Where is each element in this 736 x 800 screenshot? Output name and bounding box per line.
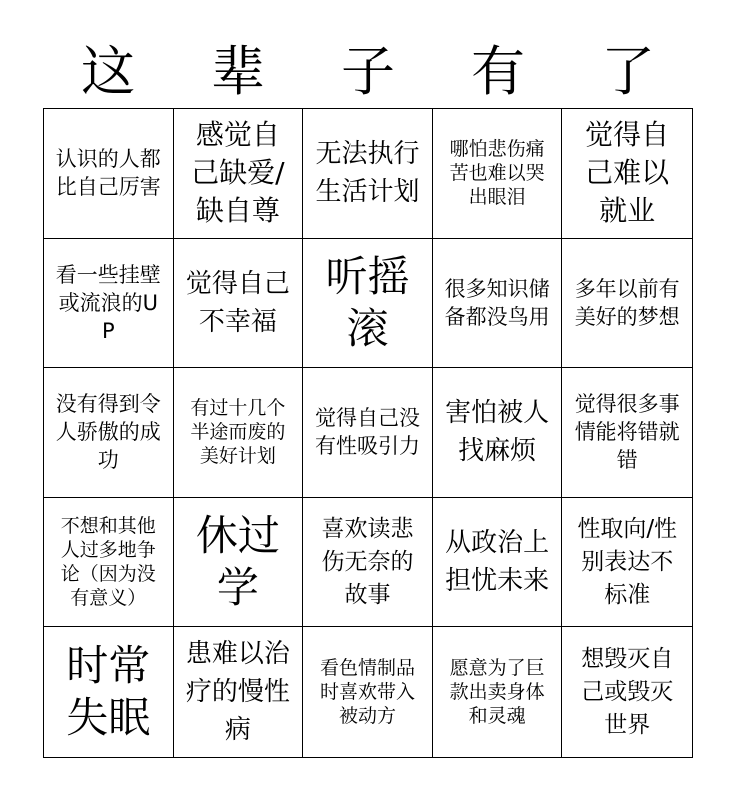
- cell-text: 想毁灭自己或毁灭世界: [581, 645, 674, 738]
- bingo-cell[interactable]: [562, 498, 692, 628]
- cell-text: 感觉自己缺爱/缺自尊: [191, 118, 285, 228]
- cell-text: 无法执行生活计划: [315, 139, 420, 208]
- bingo-title: [43, 40, 693, 104]
- cell-text: 休过学: [195, 511, 280, 613]
- cell-text: 觉得自己难以就业: [585, 118, 670, 228]
- bingo-cell[interactable]: [303, 627, 433, 757]
- cell-text: 觉得自己没有性吸引力: [314, 406, 420, 459]
- bingo-cell[interactable]: [303, 239, 433, 369]
- bingo-cell[interactable]: [174, 109, 304, 239]
- title-char: 有: [471, 40, 525, 103]
- cell-text: 认识的人都比自己厉害: [55, 147, 161, 200]
- bingo-cell[interactable]: [44, 368, 174, 498]
- cell-text: 觉得自己不幸福: [185, 268, 290, 337]
- title-char: 这: [81, 40, 135, 103]
- cell-text: 不想和其他人过多地争论（因为没有意义）: [60, 515, 156, 610]
- bingo-cell[interactable]: [44, 498, 174, 628]
- title-char: 辈: [211, 40, 265, 103]
- bingo-cell[interactable]: [303, 368, 433, 498]
- bingo-cell[interactable]: [303, 498, 433, 628]
- cell-text: 多年以前有美好的梦想: [574, 276, 680, 329]
- cell-text: 听摇滚: [325, 251, 410, 353]
- bingo-cell[interactable]: [44, 239, 174, 369]
- cell-text: 时常失眠: [66, 641, 151, 743]
- bingo-cell[interactable]: [433, 368, 563, 498]
- cell-text: 患难以治疗的慢性病: [185, 639, 290, 746]
- title-char: 了: [601, 40, 655, 103]
- cell-text: 害怕被人找麻烦: [445, 398, 550, 467]
- cell-text: 有过十几个半途而废的美好计划: [190, 397, 286, 468]
- cell-text: 看色情制品时喜欢带入被动方: [319, 657, 415, 728]
- bingo-cell[interactable]: [433, 627, 563, 757]
- bingo-cell[interactable]: [562, 239, 692, 369]
- bingo-cell[interactable]: [174, 498, 304, 628]
- bingo-grid: [43, 108, 693, 758]
- cell-text: 性取向/性别表达不标准: [577, 515, 678, 608]
- cell-text: 愿意为了巨款出卖身体和灵魂: [449, 657, 545, 728]
- bingo-cell[interactable]: [562, 109, 692, 239]
- bingo-cell[interactable]: [303, 109, 433, 239]
- bingo-cell[interactable]: [44, 109, 174, 239]
- bingo-cell[interactable]: [174, 239, 304, 369]
- cell-text: 很多知识储备都没鸟用: [444, 276, 550, 329]
- title-char: 子: [341, 40, 395, 103]
- bingo-cell[interactable]: [44, 627, 174, 757]
- bingo-cell[interactable]: [562, 368, 692, 498]
- bingo-cell[interactable]: [433, 239, 563, 369]
- bingo-cell[interactable]: [174, 627, 304, 757]
- cell-text: 哪怕悲伤痛苦也难以哭出眼泪: [449, 138, 545, 209]
- cell-text: 没有得到令人骄傲的成功: [55, 392, 161, 473]
- cell-text: 喜欢读悲伤无奈的故事: [321, 515, 414, 608]
- bingo-cell[interactable]: [433, 498, 563, 628]
- cell-text: 看一些挂壁或流浪的UP: [55, 262, 161, 343]
- bingo-cell[interactable]: [433, 109, 563, 239]
- bingo-cell[interactable]: [562, 627, 692, 757]
- cell-text: 觉得很多事情能将错就错: [574, 392, 680, 473]
- cell-text: 从政治上担忧未来: [445, 528, 550, 597]
- bingo-cell[interactable]: [174, 368, 304, 498]
